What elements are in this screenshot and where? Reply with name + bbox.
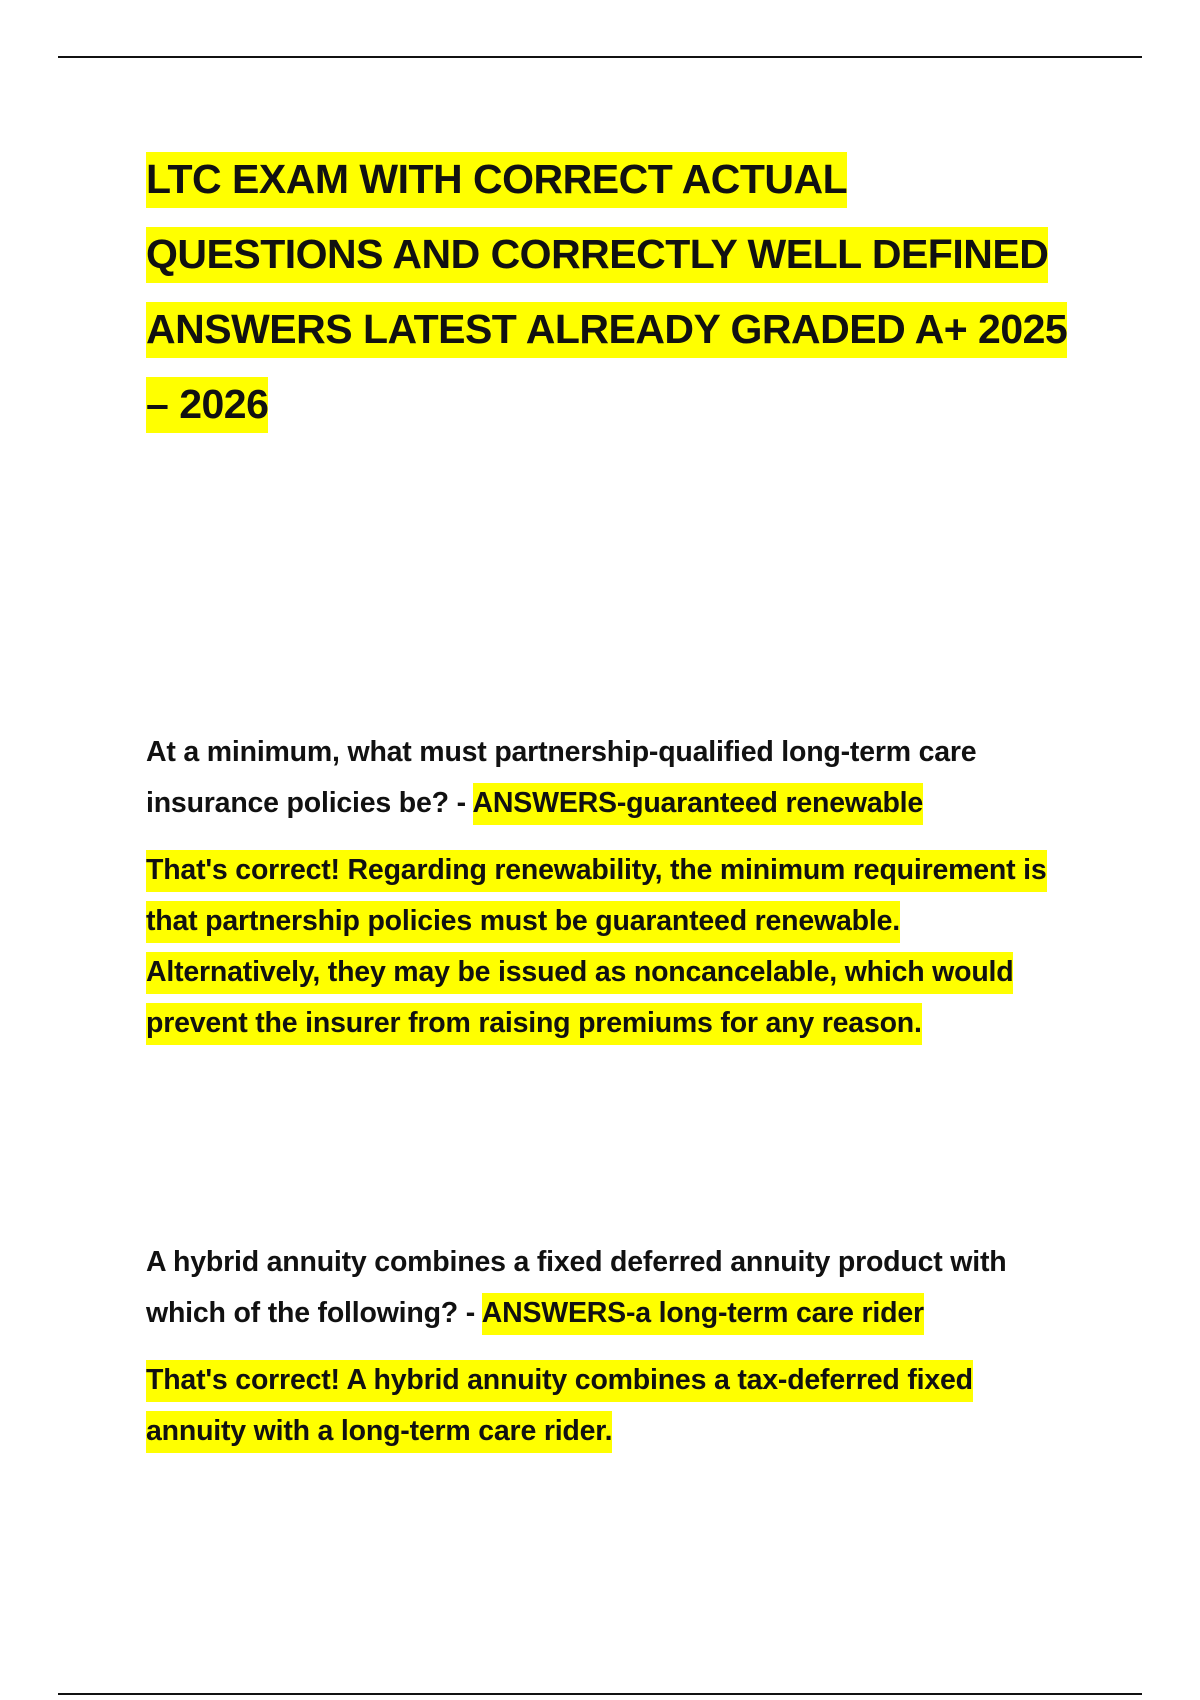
question-paragraph — [146, 1237, 1066, 1339]
question-text: At a minimum, what must partnership-qualified long-term care insurance policies be? - — [146, 736, 977, 819]
question-paragraph — [146, 727, 1066, 829]
document-title — [146, 142, 1086, 442]
title-highlight: LTC EXAM WITH CORRECT ACTUAL QUESTIONS AND CORRECTLY WELL DEFINED ANSWERS LATEST ALREADY GRADED A+ 2025 – 2026 — [146, 152, 1067, 433]
qa-item — [146, 1237, 1066, 1457]
explanation-paragraph — [146, 1355, 1066, 1457]
answer-text: ANSWERS-a long-term care rider — [482, 1293, 924, 1335]
answer-text: ANSWERS-guaranteed renewable — [473, 783, 924, 825]
bottom-rule — [58, 1693, 1142, 1695]
explanation-paragraph — [146, 845, 1066, 1049]
explanation-text: That's correct! Regarding renewability, the minimum requirement is that partnership policies must be guaranteed renewable. Alternatively, they may be issued as noncancelable, which would prevent the insurer from raising premiums for any reason. — [146, 850, 1047, 1045]
qa-item — [146, 727, 1066, 1049]
top-rule — [58, 56, 1142, 58]
question-text: A hybrid annuity combines a fixed deferred annuity product with which of the following? - — [146, 1246, 1007, 1329]
explanation-text: That's correct! A hybrid annuity combines a tax-deferred fixed annuity with a long-term care rider. — [146, 1360, 973, 1453]
